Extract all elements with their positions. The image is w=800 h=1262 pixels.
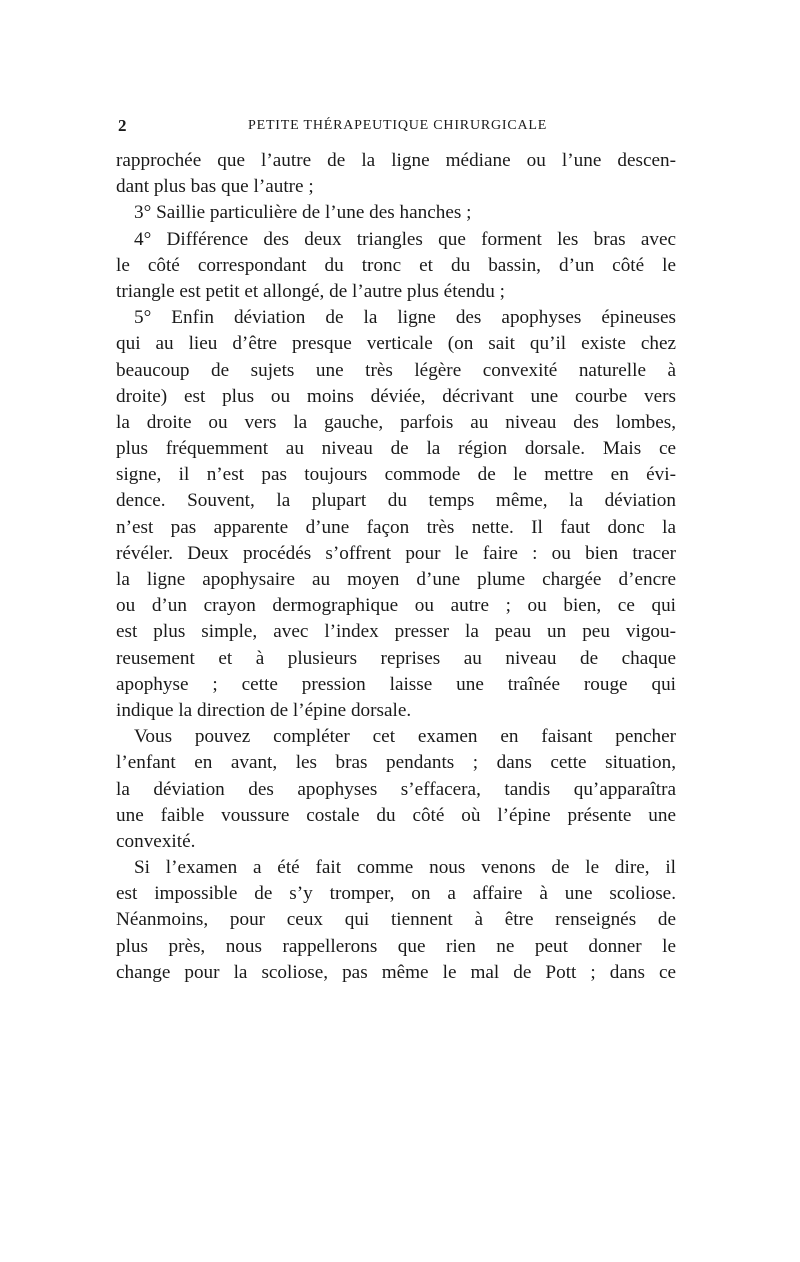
text-line: la ligne apophysaire au moyen d’une plume chargée d’encre <box>116 569 676 590</box>
text-line: le côté correspondant du tronc et du bassin, d’un côté le <box>116 254 676 276</box>
text-line: plus près, nous rappellerons que rien ne peut donner le <box>116 935 676 957</box>
body-text <box>116 148 676 986</box>
running-title: PETITE THÉRAPEUTIQUE CHIRURGICALE <box>248 118 548 133</box>
text-line: 4° Différence des deux triangles que forment les bras avec <box>134 228 676 250</box>
text-line: change pour la scoliose, pas même le mal de Pott ; dans ce <box>116 961 676 983</box>
text-line: ou d’un crayon dermographique ou autre ; ou bien, ce qui <box>116 595 676 617</box>
text-line: reusement et à plusieurs reprises au niveau de chaque <box>116 647 676 669</box>
text-line: signe, il n’est pas toujours commode de le mettre en évi- <box>116 464 676 486</box>
text-line: beaucoup de sujets une très légère convexité naturelle à <box>116 359 676 381</box>
text-line: Vous pouvez compléter cet examen en faisant pencher <box>134 726 676 748</box>
text-line: est plus simple, avec l’index presser la peau un peu vigou- <box>116 621 676 643</box>
text-line: Néanmoins, pour ceux qui tiennent à être renseignés de <box>116 909 676 931</box>
text-line: n’est pas apparente d’une façon très nette. Il faut donc la <box>116 516 676 538</box>
text-line: dant plus bas que l’autre ; <box>116 176 314 198</box>
text-line: droite) est plus ou moins déviée, décrivant une courbe vers <box>116 385 676 407</box>
text-line: indique la direction de l’épine dorsale. <box>116 699 412 721</box>
text-line: une faible voussure costale du côté où l’épine présente une <box>116 804 676 826</box>
text-line: la droite ou vers la gauche, parfois au niveau des lombes, <box>116 411 676 433</box>
page-header <box>118 116 678 136</box>
text-line: apophyse ; cette pression laisse une traînée rouge qui <box>116 673 676 695</box>
text-line: révéler. Deux procédés s’offrent pour le faire : ou bien tracer <box>116 542 676 564</box>
text-line: 5° Enfin déviation de la ligne des apophyses épineuses <box>134 307 676 329</box>
text-line: convexité. <box>116 830 196 852</box>
page-number: 2 <box>118 116 128 135</box>
text-line: dence. Souvent, la plupart du temps même, la déviation <box>116 490 676 512</box>
text-line: la déviation des apophyses s’effacera, tandis qu’apparaîtra <box>116 778 676 800</box>
text-line: triangle est petit et allongé, de l’autre plus étendu ; <box>116 280 505 302</box>
text-line: Si l’examen a été fait comme nous venons de le dire, il <box>134 857 676 879</box>
text-line: rapprochée que l’autre de la ligne médiane ou l’une descen- <box>116 150 676 171</box>
text-line: est impossible de s’y tromper, on a affaire à une scoliose. <box>116 883 676 905</box>
text-line: l’enfant en avant, les bras pendants ; dans cette situation, <box>116 752 676 774</box>
text-line: 3° Saillie particulière de l’une des hanches ; <box>134 202 472 224</box>
text-line: qui au lieu d’être presque verticale (on sait qu’il existe chez <box>116 333 676 355</box>
text-line: plus fréquemment au niveau de la région dorsale. Mais ce <box>116 438 676 460</box>
